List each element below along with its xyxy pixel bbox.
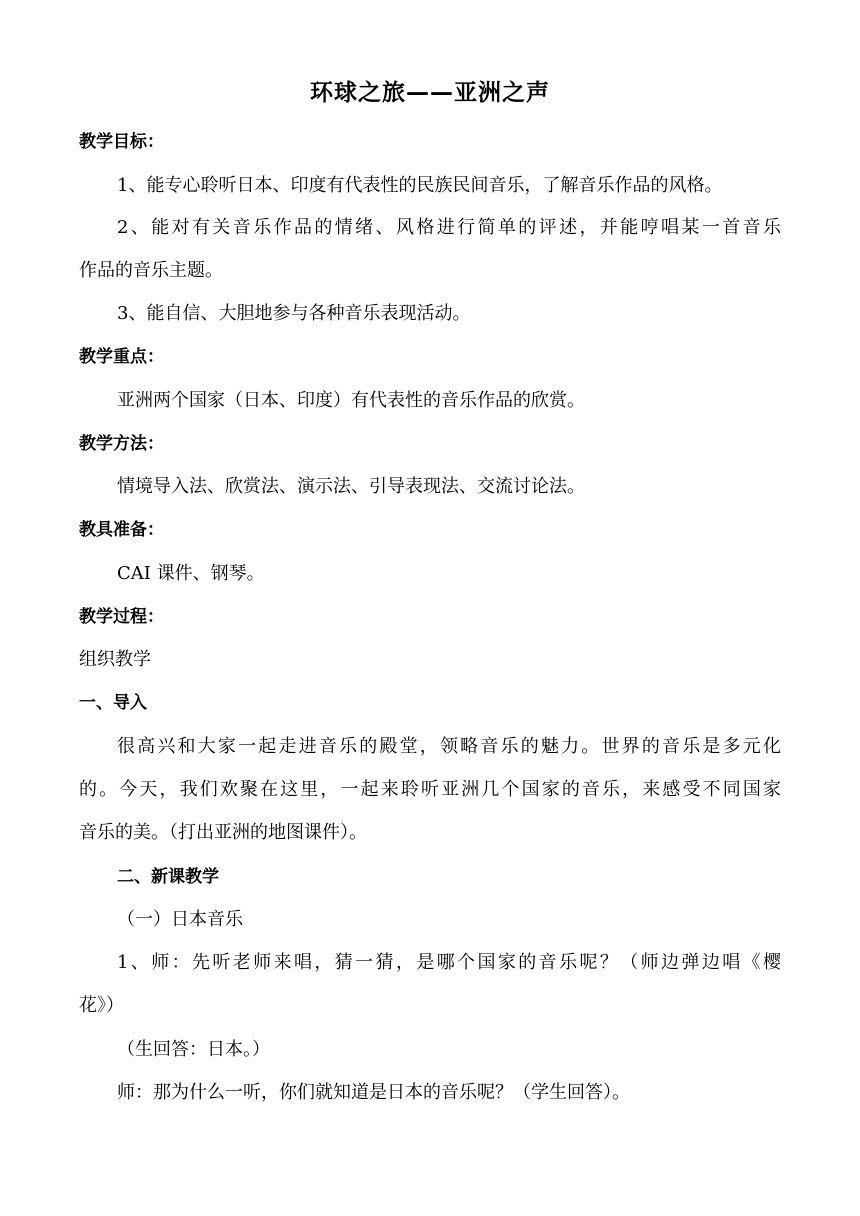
goal-1: 1、能专心聆听日本、印度有代表性的民族民间音乐，了解音乐作品的风格。: [117, 175, 723, 196]
intro-line-3: 音乐的美。（打出亚洲的地图课件）。: [79, 822, 367, 843]
focus-text: 亚洲两个国家（日本、印度）有代表性的音乐作品的欣赏。: [117, 390, 585, 411]
process-heading: 教学过程：: [79, 607, 164, 627]
methods-heading: 教学方法：: [79, 434, 164, 454]
methods-text: 情境导入法、欣赏法、演示法、引导表现法、交流讨论法。: [117, 476, 585, 497]
goal-2-line-2: 作品的音乐主题。: [79, 260, 223, 281]
japan-music-heading: （一）日本音乐: [117, 909, 243, 930]
goal-2-line-1: 2、能对有关音乐作品的情绪、风格进行简单的评述，并能哼唱某一首音乐: [117, 217, 781, 238]
goal-3: 3、能自信、大胆地参与各种音乐表现活动。: [117, 303, 471, 324]
question-1-line-2: 花》）: [79, 995, 124, 1016]
question-2: 师：那为什么一听，你们就知道是日本的音乐呢？（学生回答）。: [117, 1082, 630, 1103]
document-title: 环球之旅——亚洲之声: [310, 80, 550, 106]
tools-text: CAI 课件、钢琴。: [117, 563, 265, 584]
focus-heading: 教学重点：: [79, 347, 164, 367]
goals-heading: 教学目标：: [79, 132, 164, 152]
tools-heading: 教具准备：: [79, 520, 164, 540]
question-1-line-1: 1、师：先听老师来唱，猜一猜，是哪个国家的音乐呢？（师边弹边唱《樱: [117, 952, 781, 973]
student-answer: （生回答：日本。）: [117, 1039, 270, 1060]
intro-line-2: 的。今天，我们欢聚在这里，一起来聆听亚洲几个国家的音乐，来感受不同国家: [79, 779, 781, 800]
intro-heading: 一、导入: [79, 693, 147, 713]
new-lesson-heading: 二、新课教学: [117, 867, 219, 887]
intro-line-1: 很高兴和大家一起走进音乐的殿堂，领略音乐的魅力。世界的音乐是多元化: [117, 736, 781, 757]
organize-text: 组织教学: [79, 649, 151, 670]
